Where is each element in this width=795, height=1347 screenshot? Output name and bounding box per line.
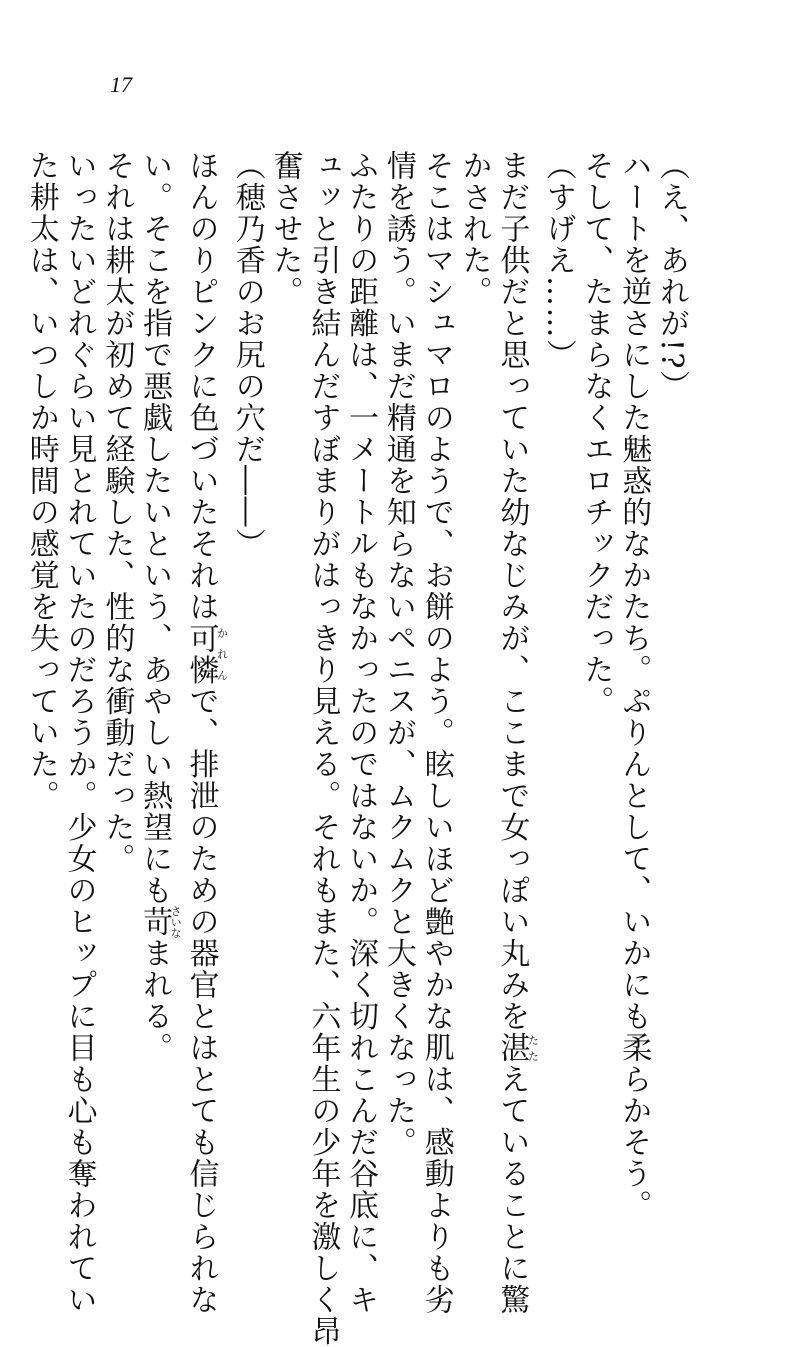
text-segment: い。そこを指で悪戯したいという、あやしい熱望にも	[137, 150, 173, 906]
text-segment: まれる。	[137, 937, 173, 1064]
ruby-karen	[183, 622, 229, 686]
ruby-sainamu	[137, 905, 183, 939]
text-line: （穂乃香のお尻の穴だ――）	[229, 150, 265, 560]
text-line-with-ruby	[135, 150, 181, 1080]
text-line: （すげえ……）	[540, 150, 576, 371]
text-line: そして、たまらなくエロチックだった。	[578, 150, 614, 717]
ruby-tataeru	[494, 1032, 540, 1064]
text-line: 奮させた。	[267, 150, 303, 308]
text-line: 情を誘う。いまだ精通を知らないペニスが、ムクムクと大きくなった。	[380, 150, 416, 1158]
text-segment: ほんのりピンクに色づいたそれは	[183, 150, 219, 623]
text-line-with-ruby	[182, 150, 229, 1316]
text-line: ふたりの距離は、一メートルもなかったのではないか。深く切れこんだ谷底に、キ	[343, 150, 379, 1316]
text-segment: で、排泄のための器官とはとても信じられな	[183, 685, 219, 1316]
text-line-with-ruby	[493, 150, 540, 1316]
text-line: ハートを逆さにした魅惑的なかたち。ぷりんとして、いかにも柔らかそう。	[616, 150, 652, 1221]
text-segment: まだ子供だと思っていた幼なじみが、ここまで女っぽい丸みを	[494, 150, 530, 1032]
ruby-reading: さいな	[169, 905, 183, 939]
ruby-base: 可憐	[183, 622, 219, 686]
text-line: それは耕太が初めて経験した、性的な衝動だった。	[99, 150, 135, 875]
novel-text	[23, 150, 690, 1347]
ruby-reading: かれん	[215, 622, 229, 686]
text-line: た耕太は、いつしか時間の感覚を失っていた。	[23, 150, 59, 812]
ruby-reading: たた	[526, 1032, 540, 1064]
ruby-base: 湛	[494, 1032, 530, 1064]
text-line: いったいどれぐらい見とれていたのだろうか。少女のヒップに目も心も奪われてい	[61, 150, 97, 1316]
text-line: かされた。	[456, 150, 492, 308]
ruby-base: 苛	[137, 905, 173, 939]
text-line: ュッと引き結んだすぼまりがはっきり見える。それもまた、六年生の少年を激しく昂	[305, 150, 341, 1347]
page-number: 17	[110, 72, 132, 97]
text-line: そこはマシュマロのようで、お餅のよう。眩しいほど艶やかな肌は、感動よりも劣	[418, 150, 454, 1316]
text-line: （え、あれが!?）	[654, 150, 689, 402]
text-segment: えていることに驚	[494, 1063, 530, 1316]
